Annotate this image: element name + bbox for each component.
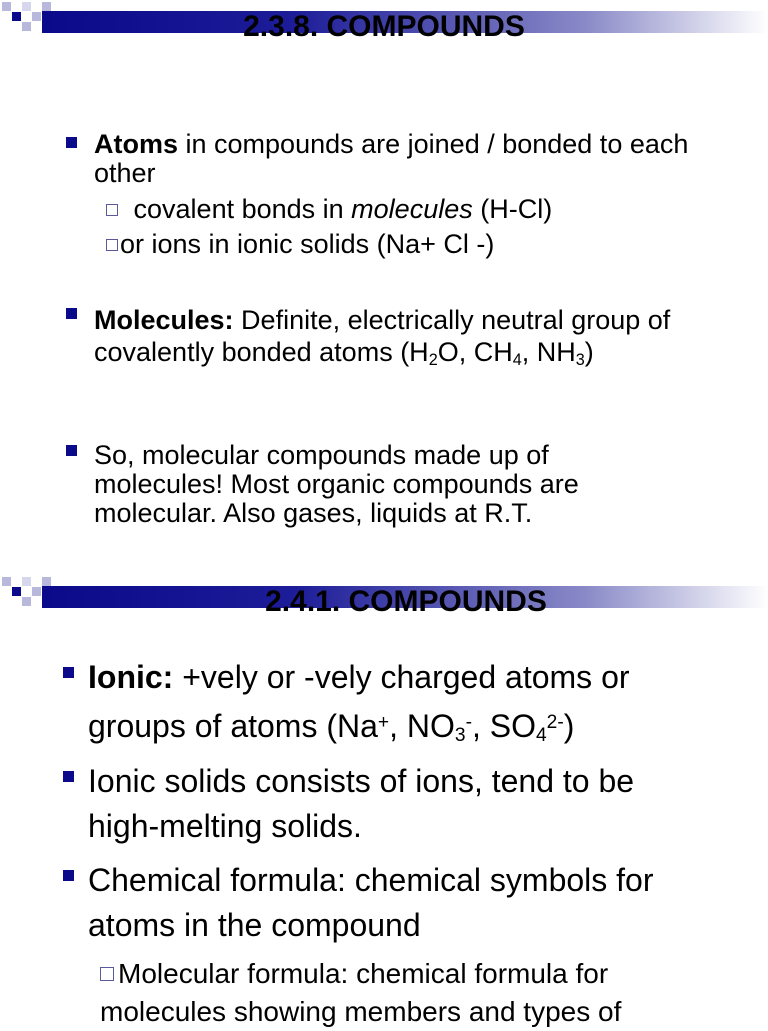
square-bullet-icon: [63, 771, 74, 782]
square-bullet-icon: [63, 870, 74, 881]
hollow-square-icon: [106, 239, 118, 251]
square-bullet-icon: [66, 308, 77, 319]
bullet-text: +vely or -vely charged atoms or groups of atoms (Na: [88, 659, 630, 744]
bullet-text: , SO: [471, 708, 536, 744]
hollow-square-icon: [100, 967, 114, 981]
subscript: 3: [454, 725, 466, 746]
sub-text: (H-Cl): [472, 194, 553, 224]
bullet-bold: Ionic:: [88, 659, 174, 695]
sub-text: or ions in ionic solids (Na+ Cl -): [120, 229, 495, 259]
bullet-bold: Atoms: [94, 129, 179, 159]
bullet-text: Ionic solids consists of ions, tend to be high-melting solids.: [88, 763, 635, 844]
bullet-text: ): [563, 708, 575, 744]
bullet-text: Chemical formula: chemical symbols for atoms in the compound: [88, 862, 654, 943]
sub-bullet-covalent: [106, 192, 552, 226]
sub-text: Molecular formula: chemical formula for molecules showing members and types of: [100, 958, 622, 1027]
sub-bullet-molecular-formula: [100, 955, 700, 1031]
sub-text: covalent bonds in: [133, 194, 352, 224]
subscript: 3: [575, 351, 585, 369]
title-band: [0, 0, 768, 43]
bullet-ionic-solids: [88, 759, 688, 849]
bullet-text: So, molecular compounds made up of molecules! Most organic compounds are molecular. Also gases, liquids at R.T.: [94, 440, 579, 528]
bullet-molecular-compounds: [94, 441, 654, 528]
square-bullet-icon: [66, 445, 77, 456]
superscript: 2-: [546, 712, 564, 733]
subscript: 2: [428, 351, 438, 369]
bullet-text: , NO: [389, 708, 455, 744]
bullet-text: ): [584, 337, 594, 367]
superscript: +: [377, 712, 390, 733]
bullet-text: O, CH: [437, 337, 513, 367]
square-bullet-icon: [63, 667, 74, 678]
sub-emphasis: molecules: [351, 194, 473, 224]
subscript: 4: [512, 351, 522, 369]
bullet-text: in compounds are joined / bonded to each other: [94, 129, 689, 188]
bullet-atoms: [94, 130, 714, 188]
slide-2: [0, 575, 768, 1027]
bullet-text: Definite, electrically neutral group of covalently bonded atoms (H: [94, 305, 671, 367]
slide-title: 2.4.1. COMPOUNDS: [265, 585, 547, 618]
title-band: [0, 575, 768, 618]
bullet-text: , NH: [521, 337, 576, 367]
slide-title: 2.3.8. COMPOUNDS: [243, 10, 525, 43]
bullet-chemical-formula: [88, 858, 688, 948]
sub-bullet-ions: [106, 227, 494, 261]
hollow-square-icon: [106, 204, 118, 216]
square-bullet-icon: [66, 137, 77, 148]
bullet-bold: Molecules:: [94, 305, 234, 335]
bullet-molecules: [94, 304, 714, 376]
subscript: 4: [535, 725, 547, 746]
superscript: -: [465, 712, 472, 733]
bullet-ionic: [88, 655, 688, 758]
